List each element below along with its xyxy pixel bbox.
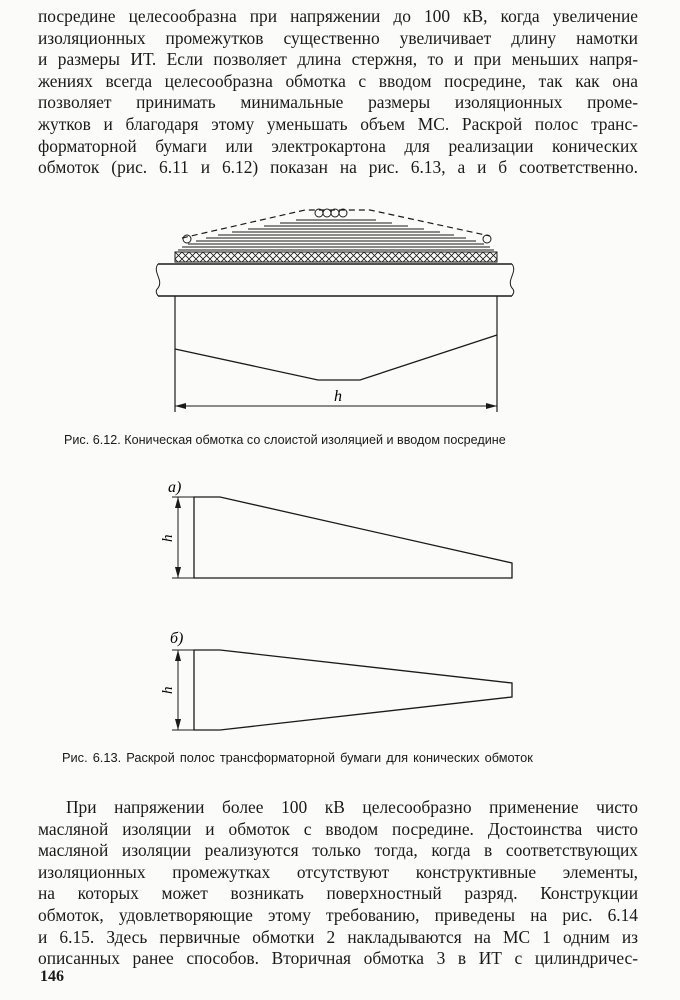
- part-b-arrow-bottom: [175, 719, 181, 730]
- text-line: изоляционных промежутках отсутствуют конструктивные элементы,: [38, 861, 638, 882]
- text-line: и 6.15. Здесь первичные обмотки 2 накладываются на МС 1 одним из: [38, 926, 638, 947]
- figure-6-12-caption: Рис. 6.12. Коническая обмотка со слоистой изоляцией и вводом посредине: [64, 433, 506, 447]
- part-b-dimension-label: h: [160, 686, 176, 694]
- text-line: обмоток, удовлетворяющие этому требованию, приведены на рис. 6.14: [38, 904, 638, 925]
- text-line: жениях всегда целесообразна обмотка с вводом посредине, так как она: [38, 70, 638, 91]
- part-b-strip: [194, 650, 512, 730]
- part-a-label: а): [168, 479, 182, 496]
- text-line: позволяет принимать минимальные размеры изоляционных проме-: [38, 92, 638, 113]
- text-line: масляной изоляции и обмоток с вводом посредине. Достоинства чисто: [38, 818, 638, 839]
- bottom-paragraph: [38, 797, 638, 970]
- text-line: При напряжении более 100 кВ целесообразно применение чисто: [66, 797, 638, 817]
- part-a-arrow-bottom: [175, 567, 181, 578]
- dimension-label: h: [334, 388, 342, 405]
- figure-6-13-caption: Рис. 6.13. Раскрой полос трансформаторной бумаги для конических обмоток: [62, 750, 533, 765]
- part-a-strip: [194, 497, 512, 578]
- text-line: изоляционных промежутков существенно увеличивает длину намотки: [38, 27, 638, 48]
- text-line: масляной изоляции реализуются только тогда, когда в соответствующих: [38, 840, 638, 861]
- part-b-label: б): [170, 630, 184, 647]
- part-a-dimension-label: h: [160, 534, 176, 542]
- text-line: форматорной бумаги или электрокартона для реализации конических: [38, 135, 638, 156]
- text-line: жутков и благодаря этому уменьшать объем МС. Раскрой полос транс-: [38, 113, 638, 134]
- text-line: обмоток (рис. 6.11 и 6.12) показан на рис. 6.13, а и б соответственно.: [38, 157, 638, 178]
- text-line: посредине целесообразна при напряжении до 100 кВ, когда увеличение: [38, 6, 638, 26]
- part-a-arrow-top: [175, 497, 181, 508]
- part-b-arrow-top: [175, 650, 181, 661]
- text-line: описанных ранее способов. Вторичная обмотка 3 в ИТ с цилиндричес-: [38, 948, 638, 969]
- page-number: 146: [40, 968, 64, 985]
- text-line: на которых может возникать поверхностный разряд. Конструкции: [38, 883, 638, 904]
- text-line: и размеры ИТ. Если позволяет длина стержня, то и при меньших напря-: [38, 49, 638, 70]
